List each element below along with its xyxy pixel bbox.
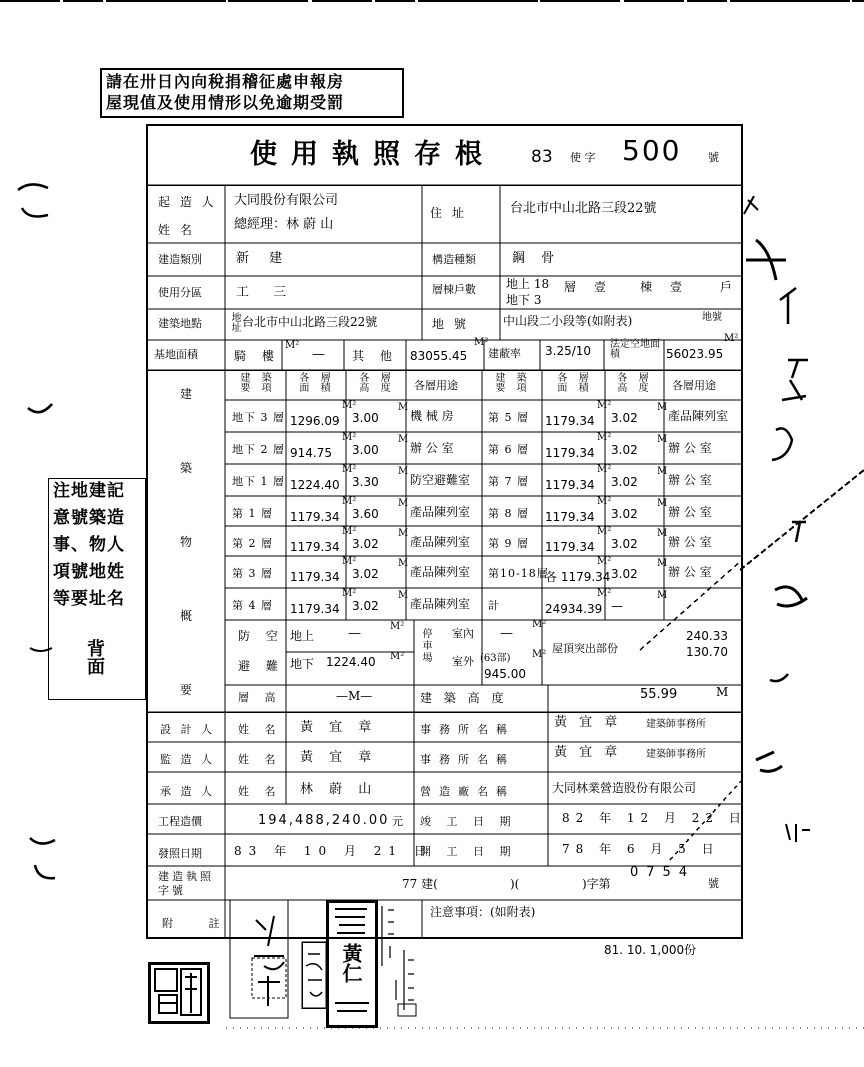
permit-label: 建造執照字號 (158, 870, 214, 897)
owner-name-label: 姓 名 (158, 223, 195, 237)
address-label: 住 址 (430, 206, 467, 220)
summary-char: 建 (180, 387, 193, 401)
parking-outdoor-unit: M² (532, 649, 547, 660)
left-floor-use: 防空避難室 (410, 473, 471, 487)
col-use-right: 各層用途 (672, 379, 716, 392)
building-height-label: 建 築 高 度 (420, 691, 508, 705)
other-area-label: 其 他 (352, 349, 398, 363)
site-address: 台北市中山北路三段22號 (242, 315, 378, 329)
right-floor-area-unit: M² (597, 432, 612, 443)
supervisor-name: 黃 宜 章 (300, 750, 378, 765)
summary-char: 要 (180, 683, 193, 697)
left-floor-height: 3.60 (352, 507, 379, 521)
site-area-label: 基地面積 (154, 348, 198, 361)
supervisor-office-label: 事務所名稱 (420, 753, 515, 766)
other-area-value: 83055.45 (410, 349, 468, 363)
right-floor-height-unit: M (657, 402, 668, 413)
handwritten-note-scribble (376, 900, 420, 1020)
col-item-left: 建 築 要 項 (240, 373, 276, 394)
right-floor-area-unit: M² (597, 526, 612, 537)
right-floor-name: 第10-18層 (488, 567, 549, 580)
parking-indoor-label: 室內 (452, 627, 474, 640)
legal-open-value: 56023.95 (666, 347, 724, 361)
permit-number-value: 0754 (630, 865, 696, 880)
left-floor-height-unit: M (398, 590, 409, 601)
col-item-right: 建 築 要 項 (495, 373, 531, 394)
left-floor-name: 第 1 層 (232, 507, 273, 520)
side-note-line: 注地建記 (53, 481, 125, 501)
coverage-value: 3.25/10 (545, 344, 592, 358)
left-floor-height-unit: M (398, 466, 409, 477)
left-floor-area-unit: M² (342, 526, 357, 537)
right-floor-use: 辦 公 室 (668, 565, 712, 579)
form-title: 使用執照存根 (250, 139, 496, 170)
site-label: 建築地點 (158, 317, 202, 330)
summary-char: 概 (180, 609, 193, 623)
lot-value: 中山段二小段等(如附表) (503, 314, 633, 328)
right-floor-use: 辦 公 室 (668, 441, 712, 455)
legal-open-unit: M² (724, 333, 739, 344)
structure-value: 鋼 骨 (512, 251, 561, 266)
shelter-above-label: 地上 (290, 629, 315, 643)
bldg-unit: 棟 (640, 280, 653, 294)
left-floor-area-unit: M² (342, 496, 357, 507)
permit-year: 83 (531, 147, 553, 167)
permit-suffix: 號 (708, 151, 719, 164)
completion-label: 竣 工 日 期 (420, 815, 517, 828)
shelter-below-label: 地下 (290, 657, 315, 671)
right-floor-name: 第 6 層 (488, 443, 529, 456)
right-floor-area-unit: M² (597, 464, 612, 475)
col-height-left: 各 層 高 度 (359, 373, 395, 394)
right-floor-height: 3.02 (611, 537, 638, 551)
left-floor-area: 1296.09 (290, 414, 340, 428)
seal-stamp-glyphs (151, 965, 207, 1021)
right-floor-use: 產品陳列室 (668, 409, 729, 423)
supervisor-name-label: 姓 名 (238, 753, 282, 766)
right-floor-area-unit: M² (597, 496, 612, 507)
side-note-back: 背面 (84, 639, 105, 675)
designer-office-name: 黃 宜 章 (554, 715, 622, 730)
right-floor-use: 辦 公 室 (668, 505, 712, 519)
contractor-company-label: 營造廠名稱 (420, 785, 515, 798)
shelter-above-unit: M² (390, 621, 405, 632)
contractor-name: 林 蔚 山 (300, 782, 378, 797)
designer-name: 黃 宜 章 (300, 720, 378, 735)
cost-value: 194,488,240.00 (258, 813, 390, 828)
site-prefix: 地址 (229, 312, 240, 332)
parking-indoor-value: — (500, 626, 513, 641)
left-floor-area-unit: M² (342, 588, 357, 599)
lot-suffix: 地號 (702, 312, 722, 323)
owner-label: 起 造 人 (158, 195, 217, 209)
shelter-below-unit: M² (390, 651, 405, 662)
right-floor-use: 辦 公 室 (668, 535, 712, 549)
left-floor-use: 機 械 房 (410, 409, 454, 423)
floors-below: 地下 3 (506, 293, 542, 307)
left-floor-area: 1179.34 (290, 540, 340, 554)
left-floor-name: 地下 3 層 (232, 411, 285, 424)
shelter-below-value: 1224.40 (326, 655, 376, 669)
owner-company: 大同股份有限公司 (234, 193, 339, 208)
floors-unit: 層 (564, 280, 577, 294)
arcade-label: 騎 樓 (234, 349, 280, 363)
designer-label: 設 計 人 (160, 723, 215, 736)
left-floor-area: 1224.40 (290, 478, 340, 492)
story-height-label: 層 高 (238, 691, 282, 704)
building-height-unit: M (716, 685, 729, 699)
side-note-line: 意號築造 (53, 508, 125, 528)
left-floor-name: 第 2 層 (232, 537, 273, 550)
build-class-label: 建造類別 (158, 253, 202, 266)
approval-stamp-scribble (300, 940, 328, 1010)
floors-above: 地上 18 (506, 277, 550, 291)
right-floor-area: 各 1179.34 (545, 570, 611, 584)
right-floor-name: 第 9 層 (488, 537, 529, 550)
left-floor-use: 辦 公 室 (410, 441, 454, 455)
left-floor-height: 3.02 (352, 599, 379, 613)
right-floor-height: 3.02 (611, 507, 638, 521)
left-floor-height: 3.02 (352, 537, 379, 551)
designer-name-label: 姓 名 (238, 723, 282, 736)
right-floor-area: 1179.34 (545, 446, 595, 460)
left-floor-name: 地下 1 層 (232, 475, 285, 488)
left-floor-name: 第 3 層 (232, 567, 273, 580)
issue-date-label: 發照日期 (158, 847, 202, 860)
right-floor-height: 3.02 (611, 475, 638, 489)
permit-end: )字第 (582, 877, 611, 891)
left-floor-height: 3.00 (352, 443, 379, 457)
cost-unit: 元 (392, 815, 403, 828)
left-floor-height: 3.30 (352, 475, 379, 489)
left-floor-height: 3.00 (352, 411, 379, 425)
owner-address: 台北市中山北路三段22號 (510, 201, 657, 216)
right-floor-height: 3.02 (611, 443, 638, 457)
right-floor-height-unit: M (657, 528, 668, 539)
tax-notice-line2: 屋現值及使用情形以免逾期受罰 (106, 93, 345, 112)
contractor-company-name: 大同林業營造股份有限公司 (552, 781, 697, 795)
summary-char: 築 (180, 461, 193, 475)
col-use-left: 各層用途 (414, 379, 458, 392)
signature-stamp (250, 910, 292, 1010)
right-floor-area-unit: M² (597, 588, 612, 599)
left-floor-height-unit: M (398, 498, 409, 509)
left-floor-height: 3.02 (352, 567, 379, 581)
left-floor-area: 1179.34 (290, 570, 340, 584)
structure-label: 構造種類 (432, 253, 476, 266)
col-height-right: 各 層 高 度 (617, 373, 653, 394)
official-stamp-chars: 黃仁 (339, 943, 363, 983)
issue-date-value: 83 年 10 月 21 日 (234, 844, 433, 858)
left-floor-area-unit: M² (342, 400, 357, 411)
right-floor-area: 1179.34 (545, 510, 595, 524)
zone-value: 工 三 (236, 285, 297, 300)
owner-manager: 總經理：林 蔚 山 (234, 217, 334, 232)
supervisor-label: 監 造 人 (160, 753, 215, 766)
shelter-label-b: 避 難 (238, 659, 284, 673)
left-floor-use: 產品陳列室 (410, 565, 471, 579)
shelter-label-a: 防 空 (238, 629, 284, 643)
permit-number: 500 (622, 134, 682, 167)
parking-outdoor-count: (63部) (480, 653, 511, 664)
right-floor-use: 辦 公 室 (668, 473, 712, 487)
right-floor-height-unit: M (657, 590, 668, 601)
side-note-line: 項號地姓 (53, 562, 125, 582)
official-name-stamp (326, 900, 378, 1028)
arcade-value: — (312, 347, 325, 362)
left-floor-use: 產品陳列室 (410, 535, 471, 549)
shelter-above-value: — (348, 626, 361, 641)
left-floor-area-unit: M² (342, 556, 357, 567)
supervisor-office-name: 黃 宜 章 (554, 745, 622, 760)
story-height-value: —M— (336, 689, 373, 703)
right-floor-height-unit: M (657, 498, 668, 509)
tax-notice-box (100, 68, 404, 118)
completion-date: 82 年 12 月 22 日 (562, 811, 747, 825)
left-floor-area: 914.75 (290, 446, 332, 460)
building-height-value: 55.99 (640, 687, 678, 702)
arcade-unit: M² (285, 340, 300, 351)
right-floor-area-unit: M² (597, 556, 612, 567)
right-floor-area: 1179.34 (545, 414, 595, 428)
left-floor-area-unit: M² (342, 464, 357, 475)
right-floor-height-unit: M (657, 434, 668, 445)
household-unit: 戶 (720, 280, 733, 294)
permit-number-suffix: 號 (708, 877, 719, 890)
remarks-label: 附 註 (162, 917, 236, 930)
col-area-right: 各 層 面 積 (557, 373, 593, 394)
right-floor-height: 3.02 (611, 411, 638, 425)
right-floor-height: 3.02 (611, 567, 638, 581)
left-floor-height-unit: M (398, 558, 409, 569)
roof-label: 屋頂突出部份 (552, 642, 618, 655)
parking-indoor-unit: M² (532, 619, 547, 630)
side-note-line: 等要址名 (53, 589, 125, 609)
parking-outdoor-value: 945.00 (484, 667, 526, 681)
floors-label: 層棟戶數 (432, 283, 476, 296)
handwritten-vertical-note (376, 900, 420, 1020)
left-floor-name: 第 4 層 (232, 599, 273, 612)
left-floor-area-unit: M² (342, 432, 357, 443)
seal-stamp (148, 962, 210, 1024)
right-floor-area: 1179.34 (545, 478, 595, 492)
parking-outdoor-label: 室外 (452, 655, 474, 668)
start-date-value: 78 年 6 月 5 日 (562, 842, 720, 856)
right-floor-name: 第 7 層 (488, 475, 529, 488)
right-floor-area-unit: M² (597, 400, 612, 411)
parking-label: 停車場 (420, 628, 431, 664)
right-floor-height-unit: M (657, 466, 668, 477)
form-print-info: 81. 10. 1,000份 (604, 943, 697, 957)
start-date-label: 開 工 日 期 (420, 845, 517, 858)
official-stamp-ornament (329, 903, 375, 1025)
roof-value-2: 130.70 (686, 645, 728, 659)
left-floor-height-unit: M (398, 402, 409, 413)
left-floor-use: 產品陳列室 (410, 597, 471, 611)
zone-label: 使用分區 (158, 286, 202, 299)
right-floor-name: 第 8 層 (488, 507, 529, 520)
remarks-note: 注意事項：(如附表) (430, 905, 536, 919)
right-floor-height: — (611, 599, 623, 613)
left-floor-height-unit: M (398, 434, 409, 445)
permit-type: 使 字 (570, 151, 596, 164)
designer-office-suffix: 建築師事務所 (646, 719, 706, 730)
legal-open-label: 法定空地面積 (610, 339, 660, 360)
left-floor-use: 產品陳列室 (410, 505, 471, 519)
contractor-label: 承 造 人 (160, 785, 215, 798)
tax-notice-line1: 請在卅日內向稅捐稽征處申報房 (106, 72, 345, 91)
summary-char: 物 (180, 535, 193, 549)
household-count: 壹 (670, 280, 683, 294)
right-floor-name: 計 (488, 599, 500, 612)
supervisor-office-suffix: 建築師事務所 (646, 749, 706, 760)
left-floor-area: 1179.34 (290, 602, 340, 616)
other-area-unit: M² (474, 337, 489, 348)
col-area-left: 各 層 面 積 (299, 373, 335, 394)
signature-stamp-scribble (250, 910, 292, 1010)
permit-mid: )( (510, 877, 520, 891)
right-floor-area: 24934.39 (545, 602, 603, 616)
roof-value-1: 240.33 (686, 629, 728, 643)
right-floor-name: 第 5 層 (488, 411, 529, 424)
coverage-label: 建蔽率 (488, 347, 521, 360)
permit-prefix: 77 建( (402, 877, 438, 891)
cost-label: 工程造價 (158, 815, 202, 828)
contractor-name-label: 姓 名 (238, 785, 282, 798)
right-floor-height-unit: M (657, 558, 668, 569)
left-floor-area: 1179.34 (290, 510, 340, 524)
approval-stamp (300, 940, 328, 1010)
side-note-line: 事、物人 (53, 535, 125, 555)
lot-label: 地 號 (432, 317, 469, 331)
right-floor-area: 1179.34 (545, 540, 595, 554)
designer-office-label: 事務所名稱 (420, 723, 515, 736)
left-floor-name: 地下 2 層 (232, 443, 285, 456)
build-class-value: 新 建 (236, 251, 291, 266)
left-floor-height-unit: M (398, 528, 409, 539)
floors-bldg-count: 壹 (594, 280, 607, 294)
side-note-box (48, 478, 146, 700)
